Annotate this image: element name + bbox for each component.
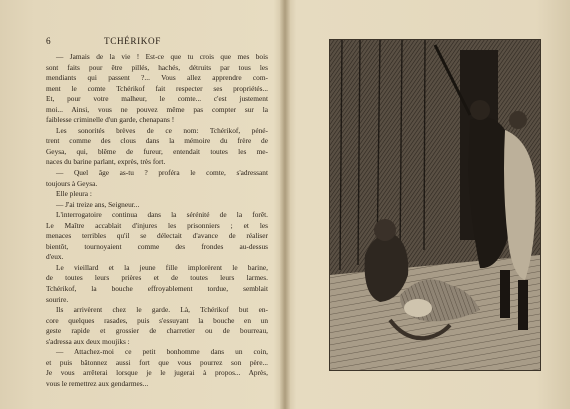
engraving-illustration <box>330 40 540 370</box>
text-line: vous le remettrez aux gendarmes... <box>46 378 149 388</box>
text-line: moi... Ainsi, vous ne pouvez même pas compter sur la <box>46 104 268 114</box>
text-line: Le vieillard et la jeune fille implorèrent le barine, <box>56 262 268 272</box>
left-page <box>0 0 284 409</box>
text-line: geste rapide et grossier de charretier ou de bourreau, <box>46 326 268 336</box>
boot-left <box>500 270 510 318</box>
text-line: d'eux. <box>46 252 64 262</box>
running-title: TCHÉRIKOF <box>104 36 161 46</box>
text-line: Le Maître accablait d'injures les prisonniers ; et les <box>46 220 268 230</box>
standing-man-head <box>470 100 490 120</box>
text-line: trent comme des clous dans la mémoire du frère de <box>46 136 268 146</box>
text-line: Ils arrivèrent chez le garde. Là, Tchérikof but en- <box>56 305 268 315</box>
text-line: — Attachez-moi ce petit bonhomme dans un coin, <box>56 347 268 357</box>
text-line: s'adressa aux deux moujiks : <box>46 336 130 346</box>
text-line: — Jamais de la vie ! Est-ce que tu crois que mes bois <box>56 52 268 61</box>
text-line: sont faits pour être pillés, hachés, détruits par tous les <box>46 62 268 72</box>
engraving-scene <box>330 40 540 370</box>
page-header <box>46 36 246 48</box>
text-line: — J'ai treize ans, Seigneur... <box>56 199 140 209</box>
boot-right <box>518 280 528 330</box>
text-line: et puis bâtonnez aussi fort que vous pourrez son père... <box>46 357 268 367</box>
text-line: Geysa, qui, blême de fureur, entendait toutes les me- <box>46 146 268 156</box>
text-line: Et, pour votre malheur, le comte... c'est justement <box>46 94 268 104</box>
text-line: toujours à Geysa. <box>46 178 98 188</box>
text-line: Elle pleura : <box>56 189 92 199</box>
body-text <box>46 52 268 390</box>
bending-man-head <box>374 219 396 241</box>
text-line: naces du barine parlant, exprès, très fort. <box>46 157 166 167</box>
text-line: menaces terribles qu'il se délectait d'avance de réaliser <box>46 231 268 241</box>
text-line: sourire. <box>46 294 69 304</box>
text-line: core quelques rasades, puis s'essuyant la bouche en un <box>46 315 268 325</box>
girl-dress-highlight <box>404 299 432 317</box>
text-line: Je vous arrêterai lorsque je le jugerai à propos... Après, <box>46 368 268 378</box>
text-line: L'interrogatoire continua dans la sérénité de la forêt. <box>56 210 268 220</box>
text-line: de toutes leurs prières et de toutes leurs larmes. <box>46 273 268 283</box>
text-line: bientôt, tournoyaient comme des frondes au-dessus <box>46 241 268 251</box>
text-line: ment le comte Tchérikof fait respecter ses propriétés... <box>46 83 268 93</box>
text-line: faiblesse criminelle d'un garde, chenapans ! <box>46 115 175 125</box>
page-number: 6 <box>46 36 51 46</box>
text-line: mendiants qui passent ?... Vous allez apprendre com- <box>46 73 268 83</box>
right-figure-head <box>509 111 527 129</box>
text-line: Les sonorités brèves de ce nom: Tchérikof, péné- <box>56 125 268 135</box>
text-line: Tchérikof, la bouche effroyablement tordue, semblait <box>46 284 268 294</box>
text-line: — Quel âge as-tu ? proféra le comte, s'adressant <box>56 168 268 178</box>
